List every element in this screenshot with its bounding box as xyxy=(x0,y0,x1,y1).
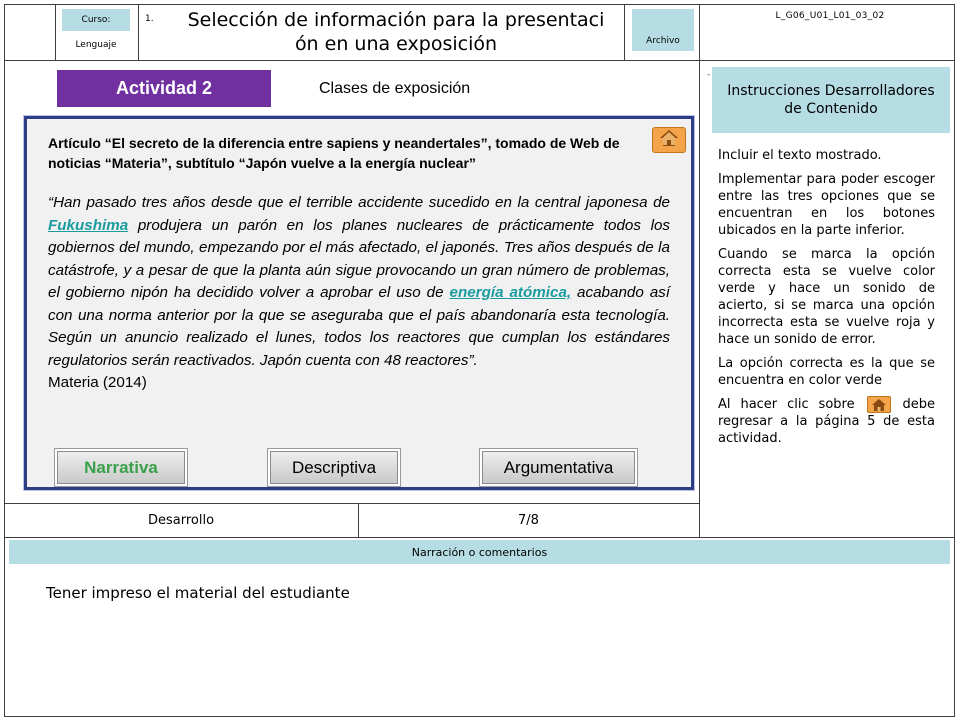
close-quote: ”. xyxy=(468,351,478,369)
energia-atomica-link[interactable]: energía atómica, xyxy=(449,284,572,301)
instructions-title: Instrucciones Desarrolladores de Contenido xyxy=(712,67,950,133)
footer-row-line xyxy=(4,503,700,504)
quote-text: Han pasado tres años desde que el terrible accidente sucedido en la central japonesa de xyxy=(53,194,670,211)
frame-top-line xyxy=(4,4,955,5)
activity-subtitle: Clases de exposición xyxy=(319,80,471,97)
header-col-line xyxy=(55,4,56,60)
article-quote xyxy=(48,192,670,395)
narration-text: Tener impreso el material del estudiante xyxy=(46,584,350,602)
frame-right-line xyxy=(954,4,955,717)
instruction-paragraph: La opción correcta es la que se encuentra en color verde xyxy=(718,356,935,388)
instructions-body xyxy=(718,147,935,454)
option-argumentativa-button[interactable]: Argumentativa xyxy=(482,451,635,484)
page-counter: 7/8 xyxy=(518,513,539,528)
section-number: 1. xyxy=(145,14,154,24)
archivo-label: Archivo xyxy=(632,9,694,51)
home-icon xyxy=(867,396,891,413)
narration-divider xyxy=(4,537,955,538)
frame-left-line xyxy=(4,4,5,717)
home-button[interactable] xyxy=(652,127,686,153)
quote-text: acabando así con una norma anterior por la que se aseguraba que el país abandonaría esta tecnología. Según un anuncio realizado el lunes, todos los reactores que cumplan los estándares regulatorios serán reactivados. Japón cuenta con 48 reactores xyxy=(48,284,670,369)
header-divider xyxy=(4,60,955,61)
activity-badge: Actividad 2 xyxy=(57,70,271,107)
option-descriptiva-button[interactable]: Descriptiva xyxy=(270,451,398,484)
instruction-paragraph: Incluir el texto mostrado. xyxy=(718,148,882,163)
curso-label: Curso: xyxy=(62,9,130,31)
subject-label: Lenguaje xyxy=(75,40,117,50)
quote-text: produjera un parón en los planes nucleares de prácticamente todos los gobiernos del mundo, empezando por el más afectado, el japonés. Tres años después de la catástrofe, y a pesar de que la planta aún sigue provocando un gran número de problemas, el gobierno nipón ha decidido volver a aprobar el uso de xyxy=(48,216,670,301)
file-code: L_G06_U01_L01_03_02 xyxy=(775,11,885,21)
narration-header: Narración o comentarios xyxy=(9,540,950,564)
article-heading: Artículo “El secreto de la diferencia entre sapiens y neandertales”, tomado de Web de noticias “Materia”, subtítulo “Japón vuelve a la energía nuclear” xyxy=(48,135,620,171)
header-col-line xyxy=(138,4,139,60)
instruction-text: debe regresar a la página 5 de esta actividad. xyxy=(718,397,935,446)
instruction-paragraph: Cuando se marca la opción correcta esta se vuelve color verde y hace un sonido de acierto, si se marca una opción incorrecta esta se vuelve roja y hace un sonido de error. xyxy=(718,247,935,347)
frame-bottom-line xyxy=(4,716,955,717)
open-quote: “ xyxy=(48,194,54,211)
fukushima-link[interactable]: Fukushima xyxy=(48,216,129,234)
source-citation: Materia (2014) xyxy=(48,374,147,391)
instruction-paragraph: Implementar para poder escoger entre las tres opciones que se encuentran en los botones ubicados en la parte inferior. xyxy=(718,172,935,238)
stage-label: Desarrollo xyxy=(147,513,215,528)
instruction-text: Al hacer clic sobre xyxy=(718,397,855,412)
header-col-line xyxy=(624,4,625,60)
right-column-line xyxy=(699,4,700,538)
page-title: Selección de información para la presentaci ón en una exposición xyxy=(187,9,605,55)
option-narrativa-button[interactable]: Narrativa xyxy=(57,451,185,484)
instruction-paragraph xyxy=(718,396,935,447)
corner-mark: - xyxy=(707,70,711,80)
home-icon xyxy=(659,129,679,151)
